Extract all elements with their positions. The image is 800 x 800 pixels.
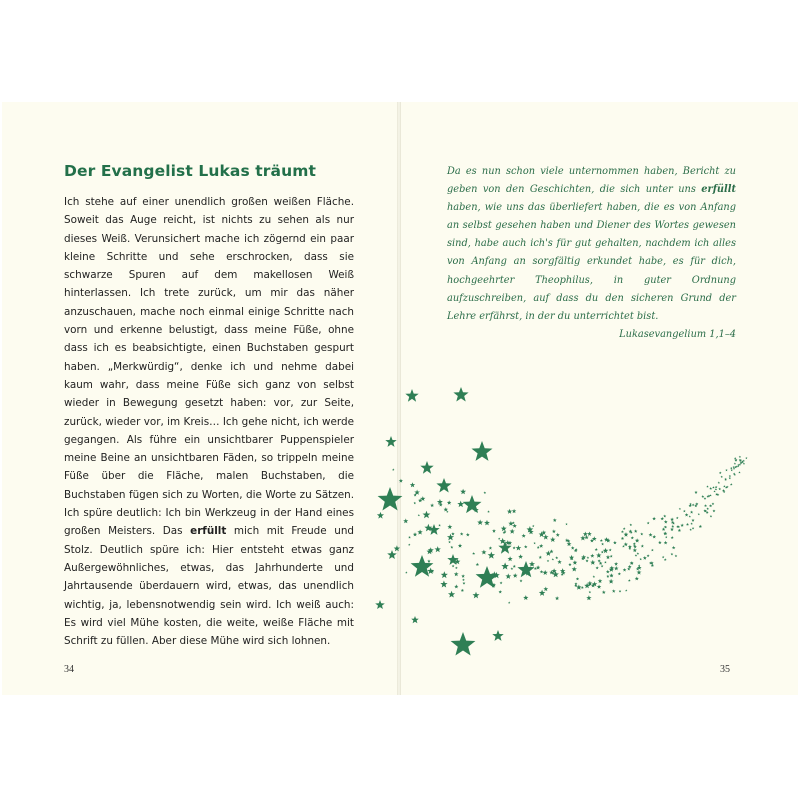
quote-text-part-2: haben, wie uns das überliefert haben, die es von Anfang an selbst gesehen haben und Diener des Wortes gewesen sind, habe auch ich's für gut gehalten, nachdem ich alles von Anfang an sorgfältig erkundet habe, es für dich, hochgeehrter Theophilus, in guter Ordnung aufzuschreiben, auf dass du den sicheren Grund der Lehre erfährst, in der du unterrichtet bist.	[447, 202, 736, 322]
story-emphasis: erfüllt	[190, 525, 227, 538]
story-text-part-1: Ich stehe auf einer unendlich großen weißen Fläche. Soweit das Auge reicht, ist nichts zu sehen als nur dieses Weiß. Verunsichert mache ich zögernd ein paar kleine Schritte und sehe erschrocken, dass sie schwarze Spuren auf dem makellosen Weiß hinterlassen. Ich trete zurück, um mir das näher anzuschauen, mache noch einmal einige Schritte nach vorn und erkenne belustigt, dass meine Füße, ohne dass ich es beabsichtigte, einen Buchstaben gespurt haben. „Merkwürdig“, denke ich und nehme dabei kaum wahr, dass meine Füße sich ganz von selbst wieder in Bewegung gesetzt haben: vor, zur Seite, zurück, wieder vor, im Kreis… Ich gehe nicht, ich werde gegangen. Als führe ein unsichtbarer Puppenspieler meine Beine an unsichtbaren Fäden, so trippeln meine Füße über die Fläche, malen Buchstaben, die Buchstaben fügen sich zu Worten, die Worte zu Sätzen. Ich spüre deutlich: Ich bin Werkzeug in der Hand eines großen Meisters. Das	[64, 196, 354, 538]
quote-text-part-1: Da es nun schon viele unternommen haben, Bericht zu geben von den Geschichten, die sich unter uns	[447, 166, 736, 196]
bible-quote	[447, 163, 736, 344]
chapter-heading: Der Evangelist Lukas träumt	[64, 162, 316, 180]
book-gutter	[397, 102, 401, 695]
story-text	[64, 193, 354, 650]
story-text-part-2: mich mit Freude und Stolz. Deutlich spüre ich: Hier entsteht etwas ganz Außergewöhnliches, etwas, das Jahrhunderte und Jahrtausende überdauern wird, etwas, das unendlich wichtig, ja, lebensnotwendig sein wird. Ich weiß auch: Es wird viel Mühe kosten, die weite, weiße Fläche mit Schrift zu füllen. Aber diese Mühe wird sich lohnen.	[64, 525, 354, 648]
quote-source: Lukasevangelium 1,1–4	[619, 328, 736, 340]
page-number-right: 35	[720, 664, 730, 675]
quote-text	[447, 163, 736, 326]
story-paragraph	[64, 193, 354, 650]
page-number-left: 34	[64, 664, 74, 675]
quote-emphasis: erfüllt	[701, 184, 736, 196]
